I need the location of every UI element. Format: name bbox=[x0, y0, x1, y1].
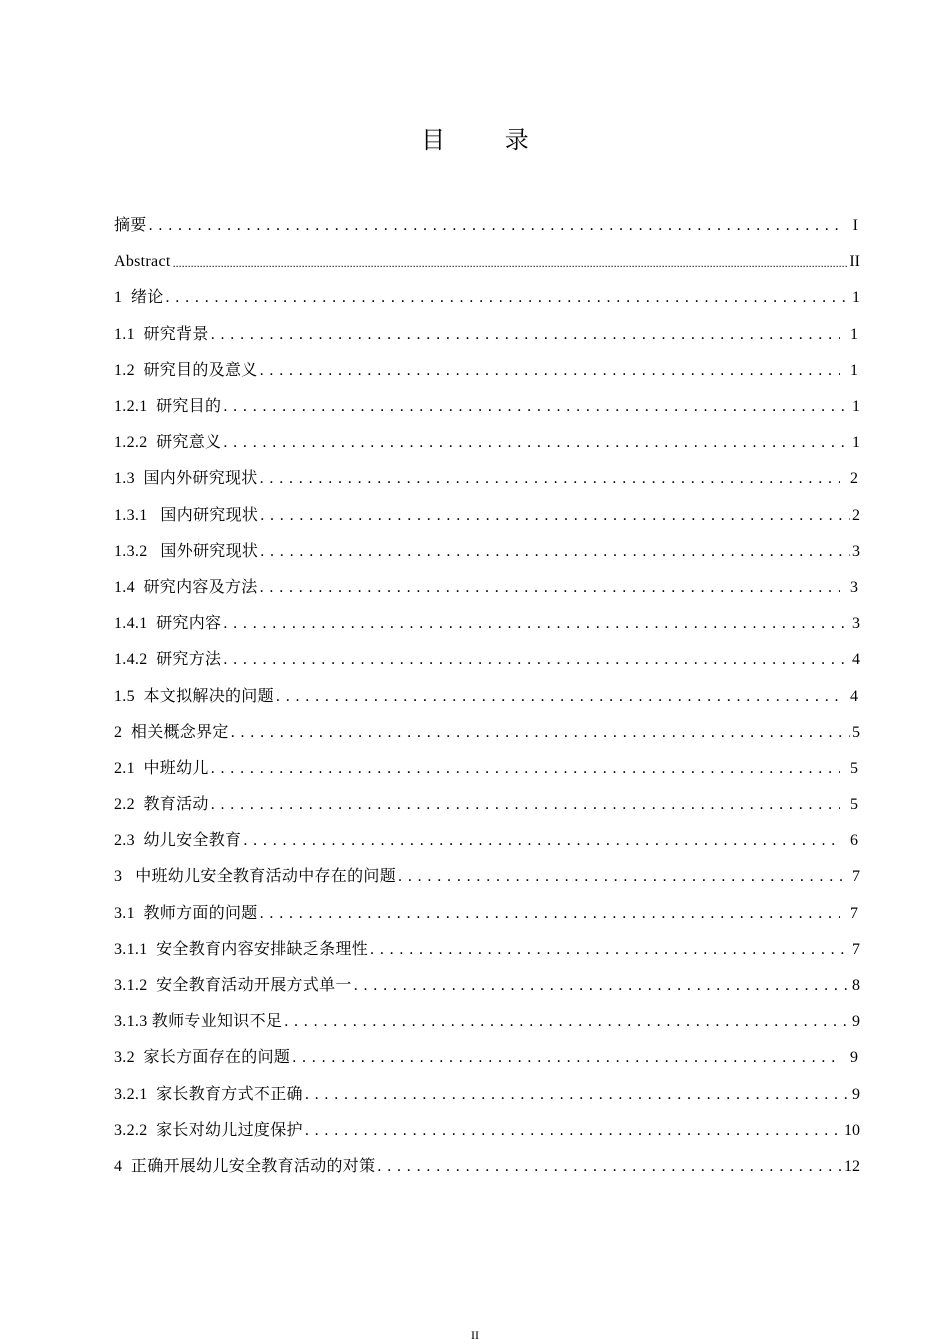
toc-entry-page: I bbox=[852, 217, 858, 235]
toc-entry-page: 3 bbox=[852, 615, 860, 633]
toc-dot-leader bbox=[173, 254, 848, 270]
toc-dot-leader bbox=[354, 978, 850, 994]
toc-entry[interactable] bbox=[114, 353, 860, 389]
toc-entry[interactable] bbox=[114, 389, 860, 425]
toc-entry[interactable] bbox=[114, 461, 860, 497]
toc-entry-label: 1.5 本文拟解决的问题 bbox=[114, 687, 274, 705]
toc-entry[interactable] bbox=[114, 1113, 860, 1149]
toc-entry-page: 3 bbox=[852, 542, 860, 560]
toc-entry-page: 7 bbox=[852, 940, 860, 958]
toc-entry-page: 5 bbox=[850, 759, 858, 777]
toc-entry[interactable] bbox=[114, 787, 860, 823]
toc-entry-label: 3.1.3 教师专业知识不足 bbox=[114, 1013, 283, 1031]
toc-entry[interactable] bbox=[114, 896, 860, 932]
toc-dot-leader bbox=[166, 290, 851, 306]
toc-entry-label: 1.2.2 研究意义 bbox=[114, 434, 222, 452]
toc-entry-label: 3 中班幼儿安全教育活动中存在的问题 bbox=[114, 868, 397, 886]
toc-dot-leader bbox=[260, 906, 840, 922]
toc-dot-leader bbox=[377, 1159, 842, 1175]
toc-dot-leader bbox=[223, 399, 850, 415]
toc-entry[interactable] bbox=[114, 570, 860, 606]
toc-entry-page: 9 bbox=[852, 1013, 860, 1031]
toc-entry-page: 9 bbox=[850, 1049, 858, 1067]
toc-entry-label: 3.1.1 安全教育内容安排缺乏条理性 bbox=[114, 940, 369, 958]
toc-entry-page: 4 bbox=[852, 651, 860, 669]
toc-entry[interactable] bbox=[114, 1004, 860, 1040]
toc-dot-leader bbox=[260, 544, 850, 560]
toc-entry[interactable] bbox=[114, 425, 860, 461]
toc-entry-page: 7 bbox=[852, 868, 860, 886]
toc-entry-label: 4 正确开展幼儿安全教育活动的对策 bbox=[114, 1157, 376, 1175]
toc-entry-page: 10 bbox=[844, 1121, 860, 1139]
toc-dot-leader bbox=[223, 435, 850, 451]
toc-dot-leader bbox=[223, 616, 850, 632]
toc-entry-page: 4 bbox=[850, 687, 858, 705]
toc-entry-label: 3.1.2 安全教育活动开展方式单一 bbox=[114, 977, 352, 995]
toc-entry[interactable] bbox=[114, 751, 860, 787]
toc-entry-label: 1.3.1 国内研究现状 bbox=[114, 506, 259, 524]
toc-entry[interactable] bbox=[114, 859, 860, 895]
toc-entry-page: 1 bbox=[852, 434, 860, 452]
toc-entry-page: 5 bbox=[850, 796, 858, 814]
table-of-contents bbox=[114, 208, 860, 1185]
toc-entry-page: 3 bbox=[850, 578, 858, 596]
toc-entry-label: 3.2 家长方面存在的问题 bbox=[114, 1049, 291, 1067]
toc-entry-label: 2.2 教育活动 bbox=[114, 796, 209, 814]
page-number: II bbox=[471, 1328, 479, 1342]
toc-dot-leader bbox=[370, 942, 850, 958]
toc-entry-label: 3.1 教师方面的问题 bbox=[114, 904, 258, 922]
toc-entry-label: 1.4 研究内容及方法 bbox=[114, 578, 258, 596]
toc-entry-page: 8 bbox=[852, 977, 860, 995]
toc-entry-label: 1.3.2 国外研究现状 bbox=[114, 542, 259, 560]
toc-entry-page: 12 bbox=[844, 1157, 860, 1175]
toc-entry-label: 1.1 研究背景 bbox=[114, 325, 209, 343]
toc-entry-label: 1.2 研究目的及意义 bbox=[114, 361, 258, 379]
toc-entry-page: II bbox=[849, 253, 860, 271]
toc-dot-leader bbox=[260, 363, 840, 379]
toc-entry[interactable] bbox=[114, 606, 860, 642]
toc-dot-leader bbox=[231, 725, 850, 741]
toc-entry[interactable] bbox=[114, 280, 860, 316]
toc-dot-leader bbox=[211, 327, 840, 343]
toc-entry-label: 1.2.1 研究目的 bbox=[114, 398, 222, 416]
toc-entry-label: 1.3 国内外研究现状 bbox=[114, 470, 258, 488]
toc-entry-page: 1 bbox=[850, 325, 858, 343]
toc-entry[interactable] bbox=[114, 1040, 860, 1076]
toc-entry[interactable] bbox=[114, 534, 860, 570]
toc-dot-leader bbox=[284, 1014, 850, 1030]
toc-entry-label: 3.2.2 家长对幼儿过度保护 bbox=[114, 1121, 303, 1139]
toc-dot-leader bbox=[398, 869, 850, 885]
toc-entry[interactable] bbox=[114, 317, 860, 353]
toc-entry[interactable] bbox=[114, 823, 860, 859]
toc-entry-page: 1 bbox=[852, 289, 860, 307]
toc-dot-leader bbox=[260, 580, 840, 596]
toc-entry[interactable] bbox=[114, 932, 860, 968]
toc-entry[interactable] bbox=[114, 244, 860, 280]
toc-entry-page: 1 bbox=[852, 398, 860, 416]
toc-entry[interactable] bbox=[114, 968, 860, 1004]
toc-entry[interactable] bbox=[114, 678, 860, 714]
toc-entry[interactable] bbox=[114, 642, 860, 678]
toc-dot-leader bbox=[243, 833, 840, 849]
toc-entry[interactable] bbox=[114, 208, 860, 244]
toc-entry[interactable] bbox=[114, 1149, 860, 1185]
toc-entry[interactable] bbox=[114, 498, 860, 534]
toc-entry-label: 2 相关概念界定 bbox=[114, 723, 229, 741]
toc-entry-label: 1 绪论 bbox=[114, 289, 164, 307]
toc-entry-page: 5 bbox=[852, 723, 860, 741]
toc-entry-label: 3.2.1 家长教育方式不正确 bbox=[114, 1085, 303, 1103]
toc-entry[interactable] bbox=[114, 1077, 860, 1113]
toc-dot-leader bbox=[223, 652, 850, 668]
toc-dot-leader bbox=[305, 1087, 850, 1103]
page-title: 目 录 bbox=[421, 126, 555, 154]
toc-entry-label: Abstract bbox=[114, 253, 171, 271]
toc-entry-label: 1.4.2 研究方法 bbox=[114, 651, 222, 669]
toc-dot-leader bbox=[260, 508, 850, 524]
toc-dot-leader bbox=[292, 1050, 840, 1066]
toc-entry-label: 2.3 幼儿安全教育 bbox=[114, 832, 242, 850]
toc-entry-page: 7 bbox=[850, 904, 858, 922]
toc-dot-leader bbox=[260, 471, 840, 487]
toc-entry-page: 2 bbox=[852, 506, 860, 524]
toc-entry-page: 1 bbox=[850, 361, 858, 379]
toc-dot-leader bbox=[211, 761, 840, 777]
toc-dot-leader bbox=[276, 689, 840, 705]
toc-entry-label: 2.1 中班幼儿 bbox=[114, 759, 209, 777]
toc-entry[interactable] bbox=[114, 715, 860, 751]
toc-entry-label: 1.4.1 研究内容 bbox=[114, 615, 222, 633]
toc-entry-page: 6 bbox=[850, 832, 858, 850]
toc-dot-leader bbox=[305, 1123, 842, 1139]
toc-dot-leader bbox=[211, 797, 840, 813]
toc-dot-leader bbox=[149, 218, 843, 234]
toc-entry-label: 摘要 bbox=[114, 217, 147, 235]
toc-entry-page: 2 bbox=[850, 470, 858, 488]
toc-entry-page: 9 bbox=[852, 1085, 860, 1103]
